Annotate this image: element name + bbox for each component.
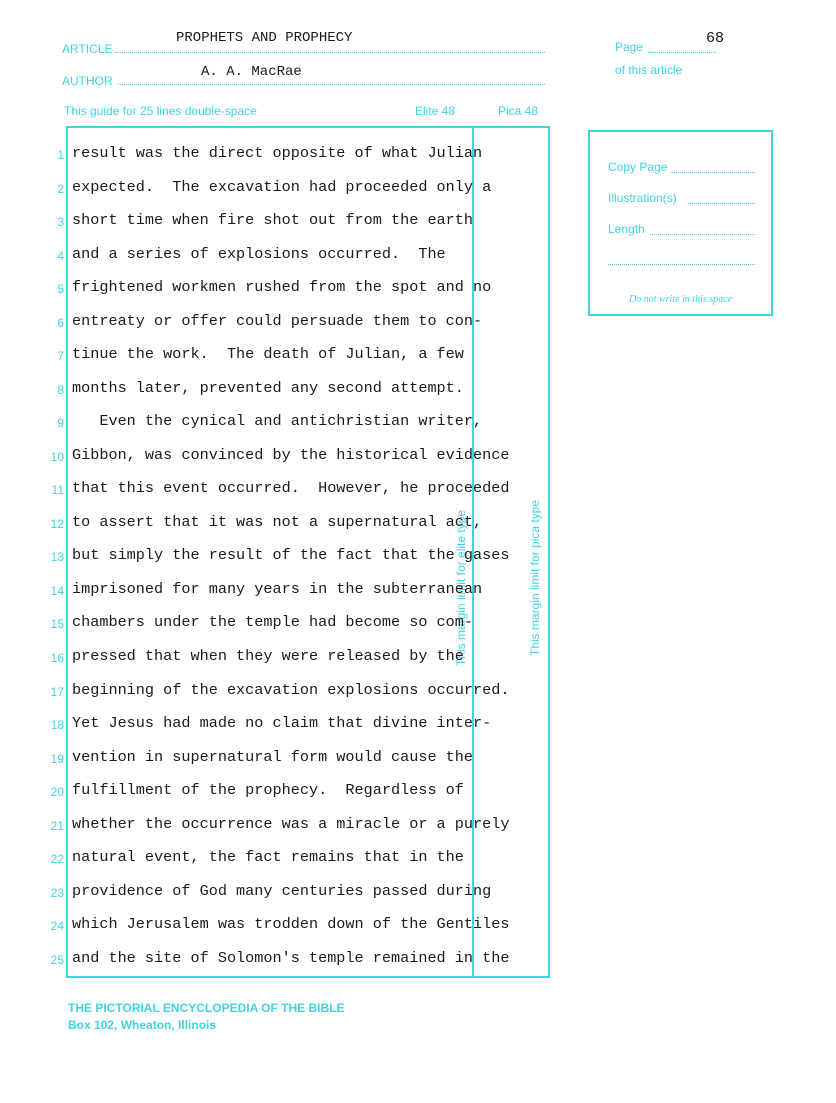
text-line: to assert that it was not a supernatural act, [72,513,483,531]
article-label: ARTICLE [62,42,113,56]
illustrations-label: Illustration(s) [608,191,677,205]
text-line: pressed that when they were released by the [72,647,464,665]
page-label: Page [615,40,644,54]
text-line: months later, prevented any second attempt. [72,379,464,397]
of-this-article-label: of this article [615,63,683,77]
line-number: 4 [57,249,64,263]
article-title: PROPHETS AND PROPHECY [176,30,353,46]
text-line: which Jerusalem was trodden down of the Gentiles [72,915,510,933]
line-number: 8 [57,383,64,397]
elite-margin-label: This margin limit for elite type [454,509,468,666]
pica-margin-line [548,126,550,978]
line-number: 23 [50,886,64,900]
text-line: Gibbon, was convinced by the historical evidence [72,446,510,464]
author-label: AUTHOR [62,74,113,88]
line-number: 18 [50,718,64,732]
length-dotted-line [650,234,755,235]
line-number: 16 [50,651,64,665]
office-use-box [588,130,773,316]
guide-box-top [66,126,550,128]
guide-box-bottom [66,976,550,978]
text-line: imprisoned for many years in the subterranean [72,580,483,598]
text-line: expected. The excavation had proceeded only a [72,178,492,196]
text-line: vention in supernatural form would cause the [72,748,474,766]
line-number: 3 [57,215,64,229]
copy-page-dotted-line [670,172,755,173]
author-name: A. A. MacRae [201,64,302,80]
length-label: Length [608,222,645,236]
text-line: entreaty or offer could persuade them to con- [72,312,483,330]
text-line: but simply the result of the fact that the gases [72,546,510,564]
text-line: whether the occurrence was a miracle or a purely [72,815,510,833]
line-number: 11 [51,483,64,497]
guide-box-left [66,126,68,978]
text-line: Yet Jesus had made no claim that divine inter- [72,714,492,732]
page-dotted-line [648,52,716,53]
text-line: result was the direct opposite of what Julian [72,144,483,162]
pica-label: Pica 48 [498,104,539,118]
line-number: 1 [57,148,64,162]
copy-page-label: Copy Page [608,160,668,174]
line-number: 12 [50,517,64,531]
line-number: 22 [50,852,64,866]
text-line: fulfillment of the prophecy. Regardless of [72,781,464,799]
text-line: Even the cynical and antichristian writer, [72,412,483,430]
blank-dotted-line [608,264,755,265]
pica-margin-label: This margin limit for pica type [528,499,542,656]
elite-label: Elite 48 [415,104,456,118]
line-number: 13 [50,550,64,564]
line-number: 21 [50,819,64,833]
text-line: that this event occurred. However, he proceeded [72,479,510,497]
line-number: 5 [57,282,64,296]
line-number: 7 [57,349,64,363]
line-number: 10 [50,450,64,464]
do-not-write-note: Do not write in this space [628,294,733,305]
line-number: 24 [50,919,64,933]
text-line: short time when fire shot out from the earth [72,211,474,229]
line-number: 20 [50,785,64,799]
article-dotted-line [115,52,545,53]
line-number: 25 [50,953,64,967]
page-number: 68 [706,30,725,47]
guide-text: This guide for 25 lines double-space [64,104,257,118]
text-line: beginning of the excavation explosions occurred. [72,681,510,699]
author-dotted-line [118,84,545,85]
text-line: frightened workmen rushed from the spot and no [72,278,492,296]
text-line: and a series of explosions occurred. The [72,245,446,263]
text-line: and the site of Solomon's temple remained in the [72,949,510,967]
text-line: chambers under the temple had become so com- [72,613,474,631]
line-number: 2 [57,182,64,196]
text-line: providence of God many centuries passed during [72,882,492,900]
line-number: 19 [50,752,64,766]
line-number: 9 [57,416,64,430]
publisher-name: THE PICTORIAL ENCYCLOPEDIA OF THE BIBLE [68,1001,345,1015]
line-number: 15 [50,617,64,631]
line-number: 17 [50,685,64,699]
text-line: tinue the work. The death of Julian, a few [72,345,464,363]
line-number: 6 [57,316,64,330]
publisher-address: Box 102, Wheaton, Illinois [68,1018,217,1032]
line-number: 14 [50,584,64,598]
illustrations-dotted-line [688,203,755,204]
text-line: natural event, the fact remains that in the [72,848,464,866]
